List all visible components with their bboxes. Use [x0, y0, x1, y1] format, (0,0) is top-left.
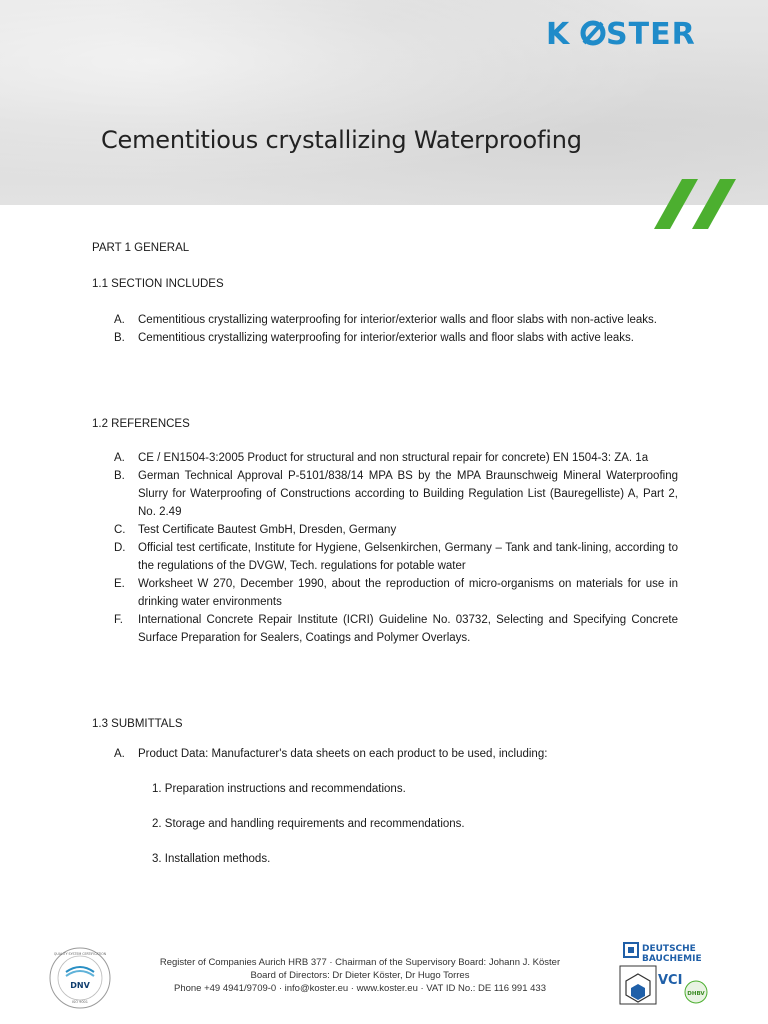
sub-item: 3. Installation methods.: [152, 853, 271, 865]
dnv-certification-seal: [48, 946, 112, 1010]
item-text: Cementitious crystallizing waterproofing for interior/exterior walls and floor slabs with non-active leaks.: [138, 314, 657, 326]
item-marker: B.: [114, 470, 125, 482]
section-1-3: [92, 715, 678, 868]
list-item: [92, 449, 678, 467]
svg-text:K: K: [546, 18, 571, 48]
section-items: [92, 745, 678, 763]
list-item: [92, 329, 678, 347]
item-marker: A.: [114, 748, 125, 760]
svg-text:VCI: VCI: [658, 973, 683, 988]
list-item: [92, 539, 678, 575]
footer: [120, 956, 600, 995]
section-1-2: [92, 415, 678, 647]
item-marker: D.: [114, 542, 126, 554]
item-text: Product Data: Manufacturer's data sheets on each product to be used, including:: [138, 748, 548, 760]
item-text: German Technical Approval P-5101/838/14 MPA BS by the MPA Braunschweig Mineral Waterproofing Slurry for Waterproofing of Constructions according to Building Regulation List (Bauregelliste) A, Part 2, No. 2.49: [138, 470, 678, 518]
section-heading: 1.2 REFERENCES: [92, 418, 190, 430]
list-item: [92, 575, 678, 611]
item-marker: B.: [114, 332, 125, 344]
item-marker: A.: [114, 452, 125, 464]
svg-text:STER: STER: [606, 18, 696, 48]
item-marker: A.: [114, 314, 125, 326]
item-text: Test Certificate Bautest GmbH, Dresden, Germany: [138, 524, 397, 536]
green-slashes-icon: [654, 179, 738, 229]
svg-text:QUALITY SYSTEM CERTIFICATION: QUALITY SYSTEM CERTIFICATION: [53, 952, 107, 956]
item-marker: F.: [114, 614, 123, 626]
section-heading: 1.3 SUBMITTALS: [92, 718, 183, 730]
part-heading: PART 1 GENERAL: [92, 242, 190, 254]
section-1-1: [92, 275, 678, 347]
svg-text:ISO 9001: ISO 9001: [71, 1000, 89, 1004]
deutsche-bauchemie-logo: [618, 940, 728, 1008]
list-item: [92, 467, 678, 521]
sub-item: 2. Storage and handling requirements and recommendations.: [152, 818, 465, 830]
item-marker: E.: [114, 578, 125, 590]
list-item: [92, 611, 678, 647]
document-title: Cementitious crystallizing Waterproofing: [101, 126, 582, 154]
svg-text:DNV: DNV: [70, 981, 90, 990]
list-item: [92, 745, 678, 763]
koster-logo: [546, 18, 736, 56]
header-banner: [0, 0, 768, 205]
item-text: Cementitious crystallizing waterproofing for interior/exterior walls and floor slabs with active leaks.: [138, 332, 634, 344]
item-text: International Concrete Repair Institute (ICRI) Guideline No. 03732, Selecting and Specifying Concrete Surface Preparation for Sealers, Coatings and Polymer Overlays.: [138, 614, 678, 644]
section-items: [92, 311, 678, 347]
list-item: [92, 311, 678, 329]
section-heading: 1.1 SECTION INCLUDES: [92, 278, 224, 290]
item-marker: C.: [114, 524, 126, 536]
svg-text:DEUTSCHE: DEUTSCHE: [642, 944, 696, 954]
item-text: Worksheet W 270, December 1990, about the reproduction of micro-organisms on materials for use in drinking water environments: [138, 578, 678, 608]
item-text: CE / EN1504-3:2005 Product for structural and non structural repair for concrete) EN 1504-3: ZA. 1a: [138, 452, 649, 464]
section-items: [92, 449, 678, 647]
footer-line: Board of Directors: Dr Dieter Köster, Dr Hugo Torres: [250, 970, 470, 981]
svg-text:BAUCHEMIE: BAUCHEMIE: [642, 954, 702, 964]
footer-line: Phone +49 4941/9709-0 · info@koster.eu · www.koster.eu · VAT ID No.: DE 116 991 433: [173, 983, 546, 994]
footer-line: Register of Companies Aurich HRB 377 · Chairman of the Supervisory Board: Johann J. Köster: [159, 957, 561, 968]
koster-wordmark-icon: [546, 18, 736, 48]
list-item: [92, 521, 678, 539]
item-text: Official test certificate, Institute for Hygiene, Gelsenkirchen, Germany – Tank and tank-lining, according to the regulations of the DVGW, Tech. regulations for potable water: [138, 542, 678, 572]
sub-item: 1. Preparation instructions and recommendations.: [152, 783, 406, 795]
svg-text:DHBV: DHBV: [687, 991, 705, 997]
